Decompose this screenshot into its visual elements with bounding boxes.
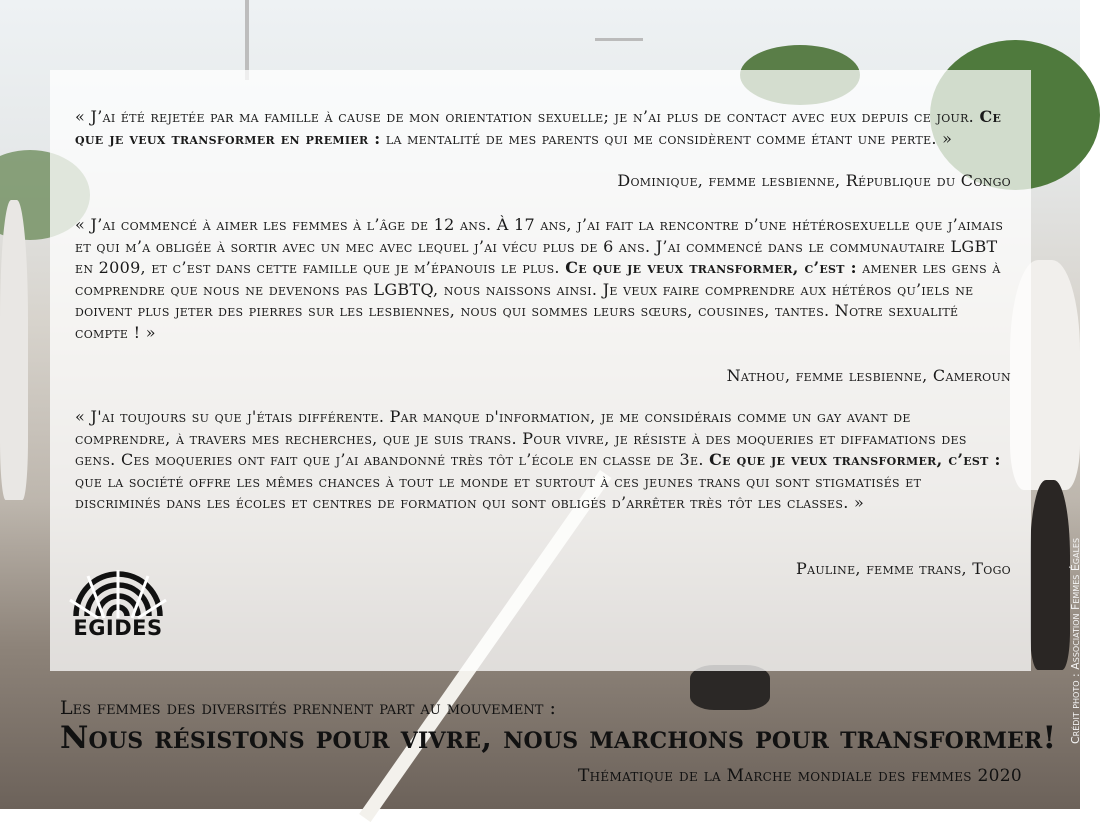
quote-2-signature: Nathou, femme lesbienne, Cameroun bbox=[726, 366, 1011, 385]
runner-left bbox=[0, 200, 28, 500]
footer-subhead: Les femmes des diversités prennent part au mouvement : bbox=[60, 697, 556, 719]
lamp-pole bbox=[245, 0, 249, 80]
photo-credit: Crédit photo : Association Femmes Égales bbox=[1069, 537, 1082, 744]
logo-wordmark: EGIDES bbox=[73, 616, 163, 640]
street-lamp bbox=[595, 38, 643, 41]
footer-headline: Nous résistons pour vivre, nous marchons pour transformer! bbox=[60, 720, 1057, 756]
quote-1-signature: Dominique, femme lesbienne, République du Congo bbox=[617, 171, 1011, 190]
quote-1 bbox=[75, 106, 1010, 149]
quote-2-text-end: amener les gens à comprendre que nous ne devenons pas LGBTQ, nous naissons ainsi. Je veux faire comprendre aux hétéros qu’iels ne doivent plus jeter des pierres sur les lesbiennes, nous qui sommes leurs sœurs, cousines, tantes. Notre sexualité compte ! » bbox=[75, 258, 1001, 342]
rainbow-arcs-icon bbox=[68, 570, 168, 618]
quote-3-text-end: que la société offre les mêmes chances à tout le monde et surtout à ces jeunes trans qui sont stigmatisés et discriminés dans les écoles et centres de formation qui sont obligés d’arrêter très tôt les classes. » bbox=[75, 471, 922, 512]
runner-legs-right bbox=[1030, 480, 1070, 670]
quote-1-emphasis: Ce que je veux transformer en premier : bbox=[75, 107, 1002, 148]
runner-feet-center bbox=[690, 665, 770, 710]
quote-3-signature: Pauline, femme trans, Togo bbox=[796, 559, 1011, 578]
quote-2-emphasis: Ce que je veux transformer, c’est : bbox=[565, 258, 857, 277]
egides-logo bbox=[68, 570, 168, 642]
quotes-panel bbox=[50, 70, 1031, 671]
quote-1-text-start: « J’ai été rejetée par ma famille à cause de mon orientation sexuelle; je n’ai plus de contact avec eux depuis ce jour. bbox=[75, 107, 980, 126]
footer-theme: Thématique de la Marche mondiale des femmes 2020 bbox=[578, 766, 1022, 786]
quote-2 bbox=[75, 214, 1010, 343]
quote-3 bbox=[75, 406, 1010, 514]
quote-1-text-end: la mentalité de mes parents qui me considèrent comme étant une perte. » bbox=[380, 128, 953, 148]
quote-2-text-start: « J’ai commencé à aimer les femmes à l’âge de 12 ans. À 17 ans, j’ai fait la rencontre d’une hétérosexuelle que j’aimais et qui m’a obligée à sortir avec un mec avec lequel j’ai vécu plus de 6 ans. J’ai commencé dans le communautaire LGBT en 2009, et c’est dans cette famille que je m’épanouis le plus. bbox=[75, 215, 1004, 277]
quote-3-emphasis: Ce que je veux transformer, c’est : bbox=[709, 450, 1001, 469]
quote-3-text-start: « J'ai toujours su que j'étais différente. Par manque d'information, je me considérais comme un gay avant de comprendre, à travers mes recherches, que je suis trans. Pour vivre, je résiste à des moqueries et diffamations des gens. Ces moqueries ont fait que j’ai abandonné très tôt l’école en classe de 3e. bbox=[75, 407, 967, 469]
